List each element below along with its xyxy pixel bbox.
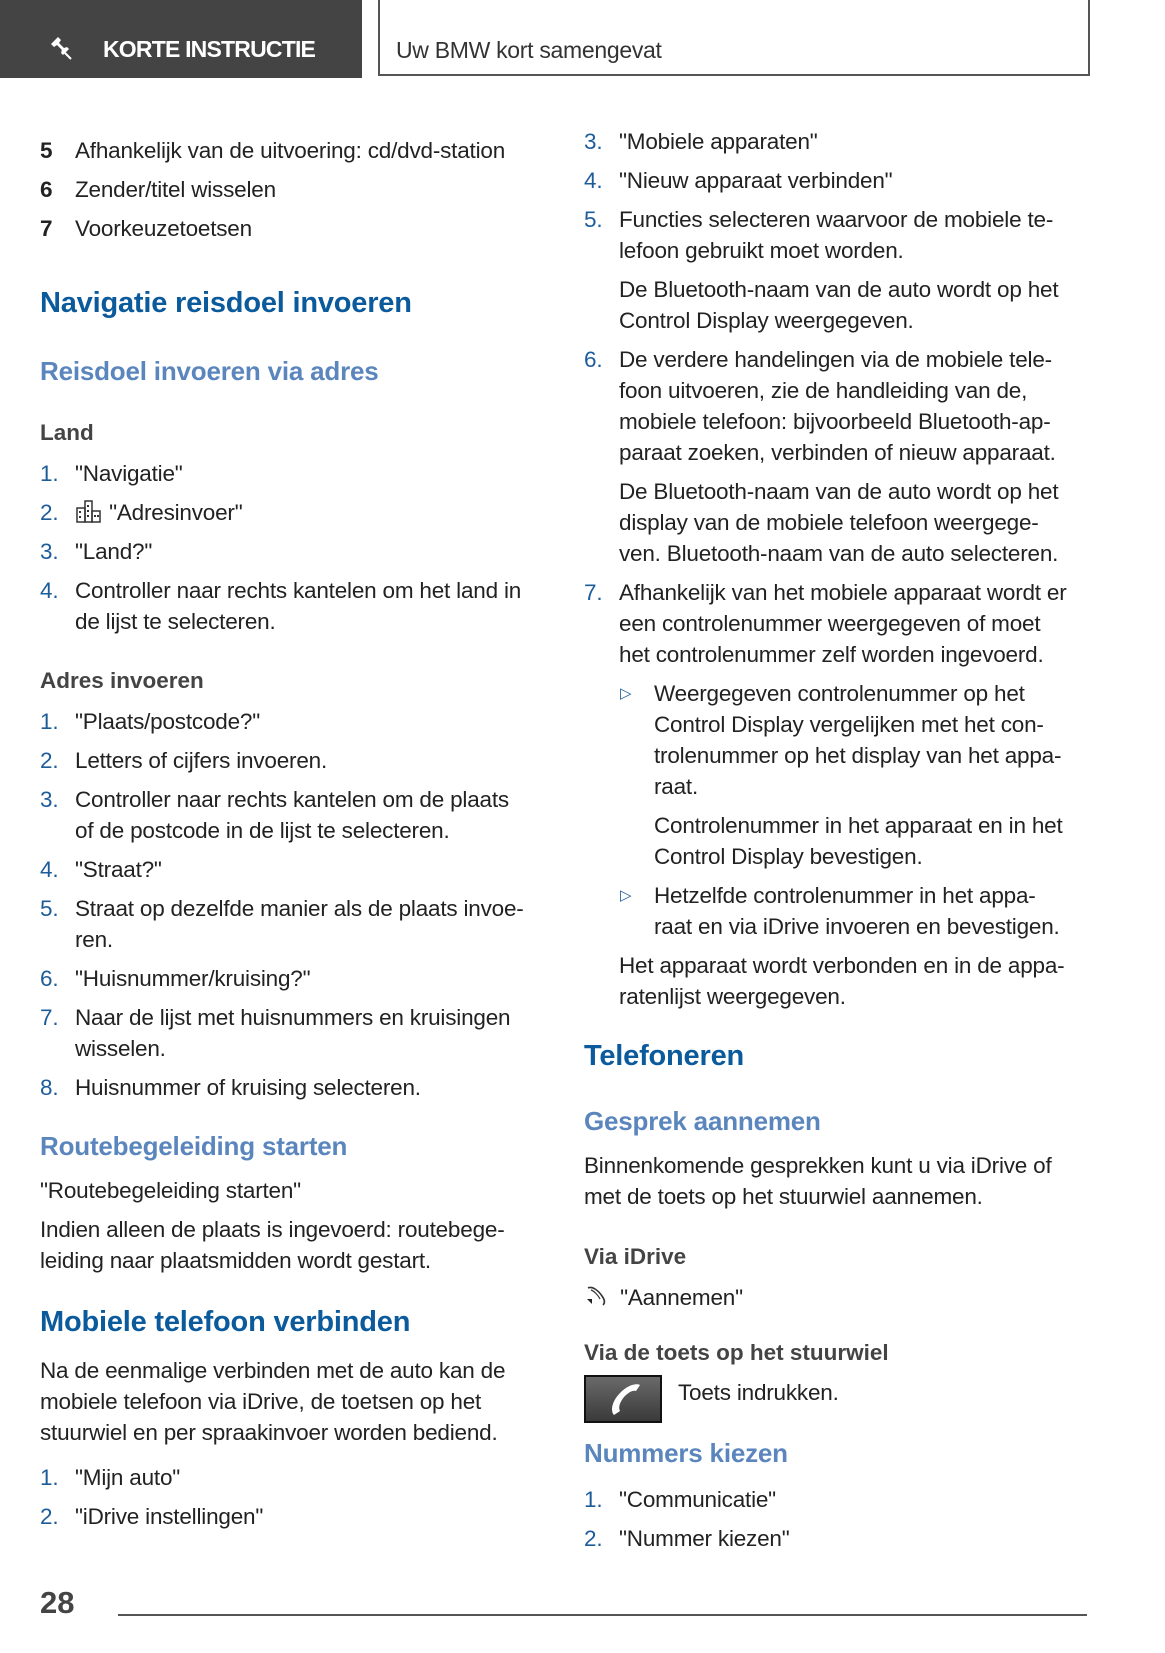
- heading-address: Reisdoel invoeren via adres: [40, 356, 379, 386]
- list-item: 8. Huisnummer of kruising selecteren.: [40, 1075, 421, 1100]
- heading-dial-numbers: Nummers kiezen: [584, 1438, 788, 1468]
- legend-item: 7 Voorkeuzetoetsen: [40, 216, 252, 241]
- legend-item: 6 Zender/titel wisselen: [40, 177, 276, 202]
- list-item: 6. De verdere handelingen via de mobiele tele- foon uitvoeren, zie de handleiding van de, mobiele telefoon: bijvoorbeeld Bluetooth-ap- paraat zoeken, verbinden of nieuw apparaat. De Bluetooth-naam van de auto wordt op het display van de mobiele telefoon weergege- ven. Bluetooth-naam van de auto selecteren.: [584, 344, 1094, 569]
- list-item: 2. "Adresinvoer": [40, 500, 243, 525]
- list-item: 2. "Nummer kiezen": [584, 1526, 790, 1551]
- heading-route-guidance: Routebegeleiding starten: [40, 1131, 348, 1161]
- heading-phone-connect: Mobiele telefoon verbinden: [40, 1306, 411, 1338]
- header-title-box: [378, 0, 1090, 76]
- step-note: De Bluetooth-naam van de auto wordt op het Control Display weergegeven.: [619, 277, 1059, 333]
- heading-answer-call: Gesprek aannemen: [584, 1106, 821, 1136]
- list-item: 4. "Straat?": [40, 857, 162, 882]
- list-item: 2. "iDrive instellingen": [40, 1504, 264, 1529]
- list-item: 4. Controller naar rechts kantelen om het land in de lijst te selecteren.: [40, 578, 522, 634]
- list-item: 7. Naar de lijst met huisnummers en kruisingen wisselen.: [40, 1005, 511, 1061]
- buildings-icon: [75, 499, 103, 523]
- legend-item: 5 Afhankelijk van de uitvoering: cd/dvd-station: [40, 138, 506, 163]
- bullet-note: Controlenummer in het apparaat en in het Control Display bevestigen.: [654, 813, 1063, 869]
- heading-navigation: Navigatie reisdoel invoeren: [40, 287, 412, 319]
- list-item: 1. "Mijn auto": [40, 1465, 181, 1490]
- subheading-via-idrive: Via iDrive: [584, 1244, 687, 1269]
- heading-telephoning: Telefoneren: [584, 1040, 745, 1072]
- bullet-item: ▷ Hetzelfde controlenummer in het appa- raat en via iDrive invoeren en bevestigen.: [584, 880, 1094, 942]
- subheading-via-wheel: Via de toets op het stuurwiel: [584, 1340, 889, 1365]
- section-label: KORTE INSTRUCTIE: [103, 36, 316, 62]
- phone-answer-icon: [584, 1284, 608, 1308]
- bullet-item: ▷ Weergegeven controlenummer op het Control Display vergelijken met het con- trolenummer op het display van het appa- raat. Controlenummer in het apparaat en in het Control Display bevestigen.: [584, 678, 1094, 872]
- route-paragraph-1: "Routebegeleiding starten": [40, 1178, 301, 1203]
- answer-intro: Binnenkomende gesprekken kunt u via iDrive of met de toets op het stuurwiel aannemen.: [584, 1153, 1052, 1209]
- subheading-land: Land: [40, 420, 94, 445]
- idrive-answer-row: "Aannemen": [584, 1282, 1094, 1313]
- list-item: 1. "Communicatie": [584, 1487, 776, 1512]
- route-paragraph-2: Indien alleen de plaats is ingevoerd: routebege- leiding naar plaatsmidden wordt gestart.: [40, 1217, 505, 1273]
- step-note: De Bluetooth-naam van de auto wordt op het display van de mobiele telefoon weergege- ven. Bluetooth-naam van de auto selecteren.: [619, 479, 1059, 566]
- list-item: 1. "Navigatie": [40, 461, 183, 486]
- result-paragraph: Het apparaat wordt verbonden en in de appa- ratenlijst weergegeven.: [619, 953, 1065, 1009]
- list-item: 3. Controller naar rechts kantelen om de plaats of de postcode in de lijst te selecteren.: [40, 787, 509, 843]
- footer-divider: [118, 1614, 1087, 1616]
- list-item: 1. "Plaats/postcode?": [40, 709, 260, 734]
- list-item: 7. Afhankelijk van het mobiele apparaat wordt er een controlenummer weergegeven of moet het controlenummer zelf worden ingevoerd.: [584, 580, 1067, 667]
- section-tab: [0, 0, 362, 78]
- wheel-answer-row: Toets indrukken.: [584, 1375, 1094, 1425]
- triangle-bullet-icon: ▷: [620, 887, 632, 904]
- phone-connect-intro: Na de eenmalige verbinden met de auto kan de mobiele telefoon via iDrive, de toetsen op het stuurwiel en per spraakinvoer worden bediend.: [40, 1358, 506, 1445]
- triangle-bullet-icon: ▷: [620, 685, 632, 702]
- page-number: 28: [40, 1585, 75, 1620]
- phone-button-icon: [584, 1375, 662, 1423]
- list-item: 5. Functies selecteren waarvoor de mobiele te- lefoon gebruikt moet worden. De Bluetooth-naam van de auto wordt op het Control Display weergegeven.: [584, 204, 1094, 336]
- page-header-title: Uw BMW kort samengevat: [396, 37, 662, 63]
- list-item: 2. Letters of cijfers invoeren.: [40, 748, 328, 773]
- list-item: 6. "Huisnummer/kruising?": [40, 966, 311, 991]
- list-item: 3. "Mobiele apparaten": [584, 129, 818, 154]
- list-item: 4. "Nieuw apparaat verbinden": [584, 168, 893, 193]
- list-item: 5. Straat op dezelfde manier als de plaats invoe- ren.: [40, 896, 524, 952]
- list-item: 3. "Land?": [40, 539, 153, 564]
- subheading-address-entry: Adres invoeren: [40, 668, 204, 693]
- pushpin-icon: [48, 34, 74, 60]
